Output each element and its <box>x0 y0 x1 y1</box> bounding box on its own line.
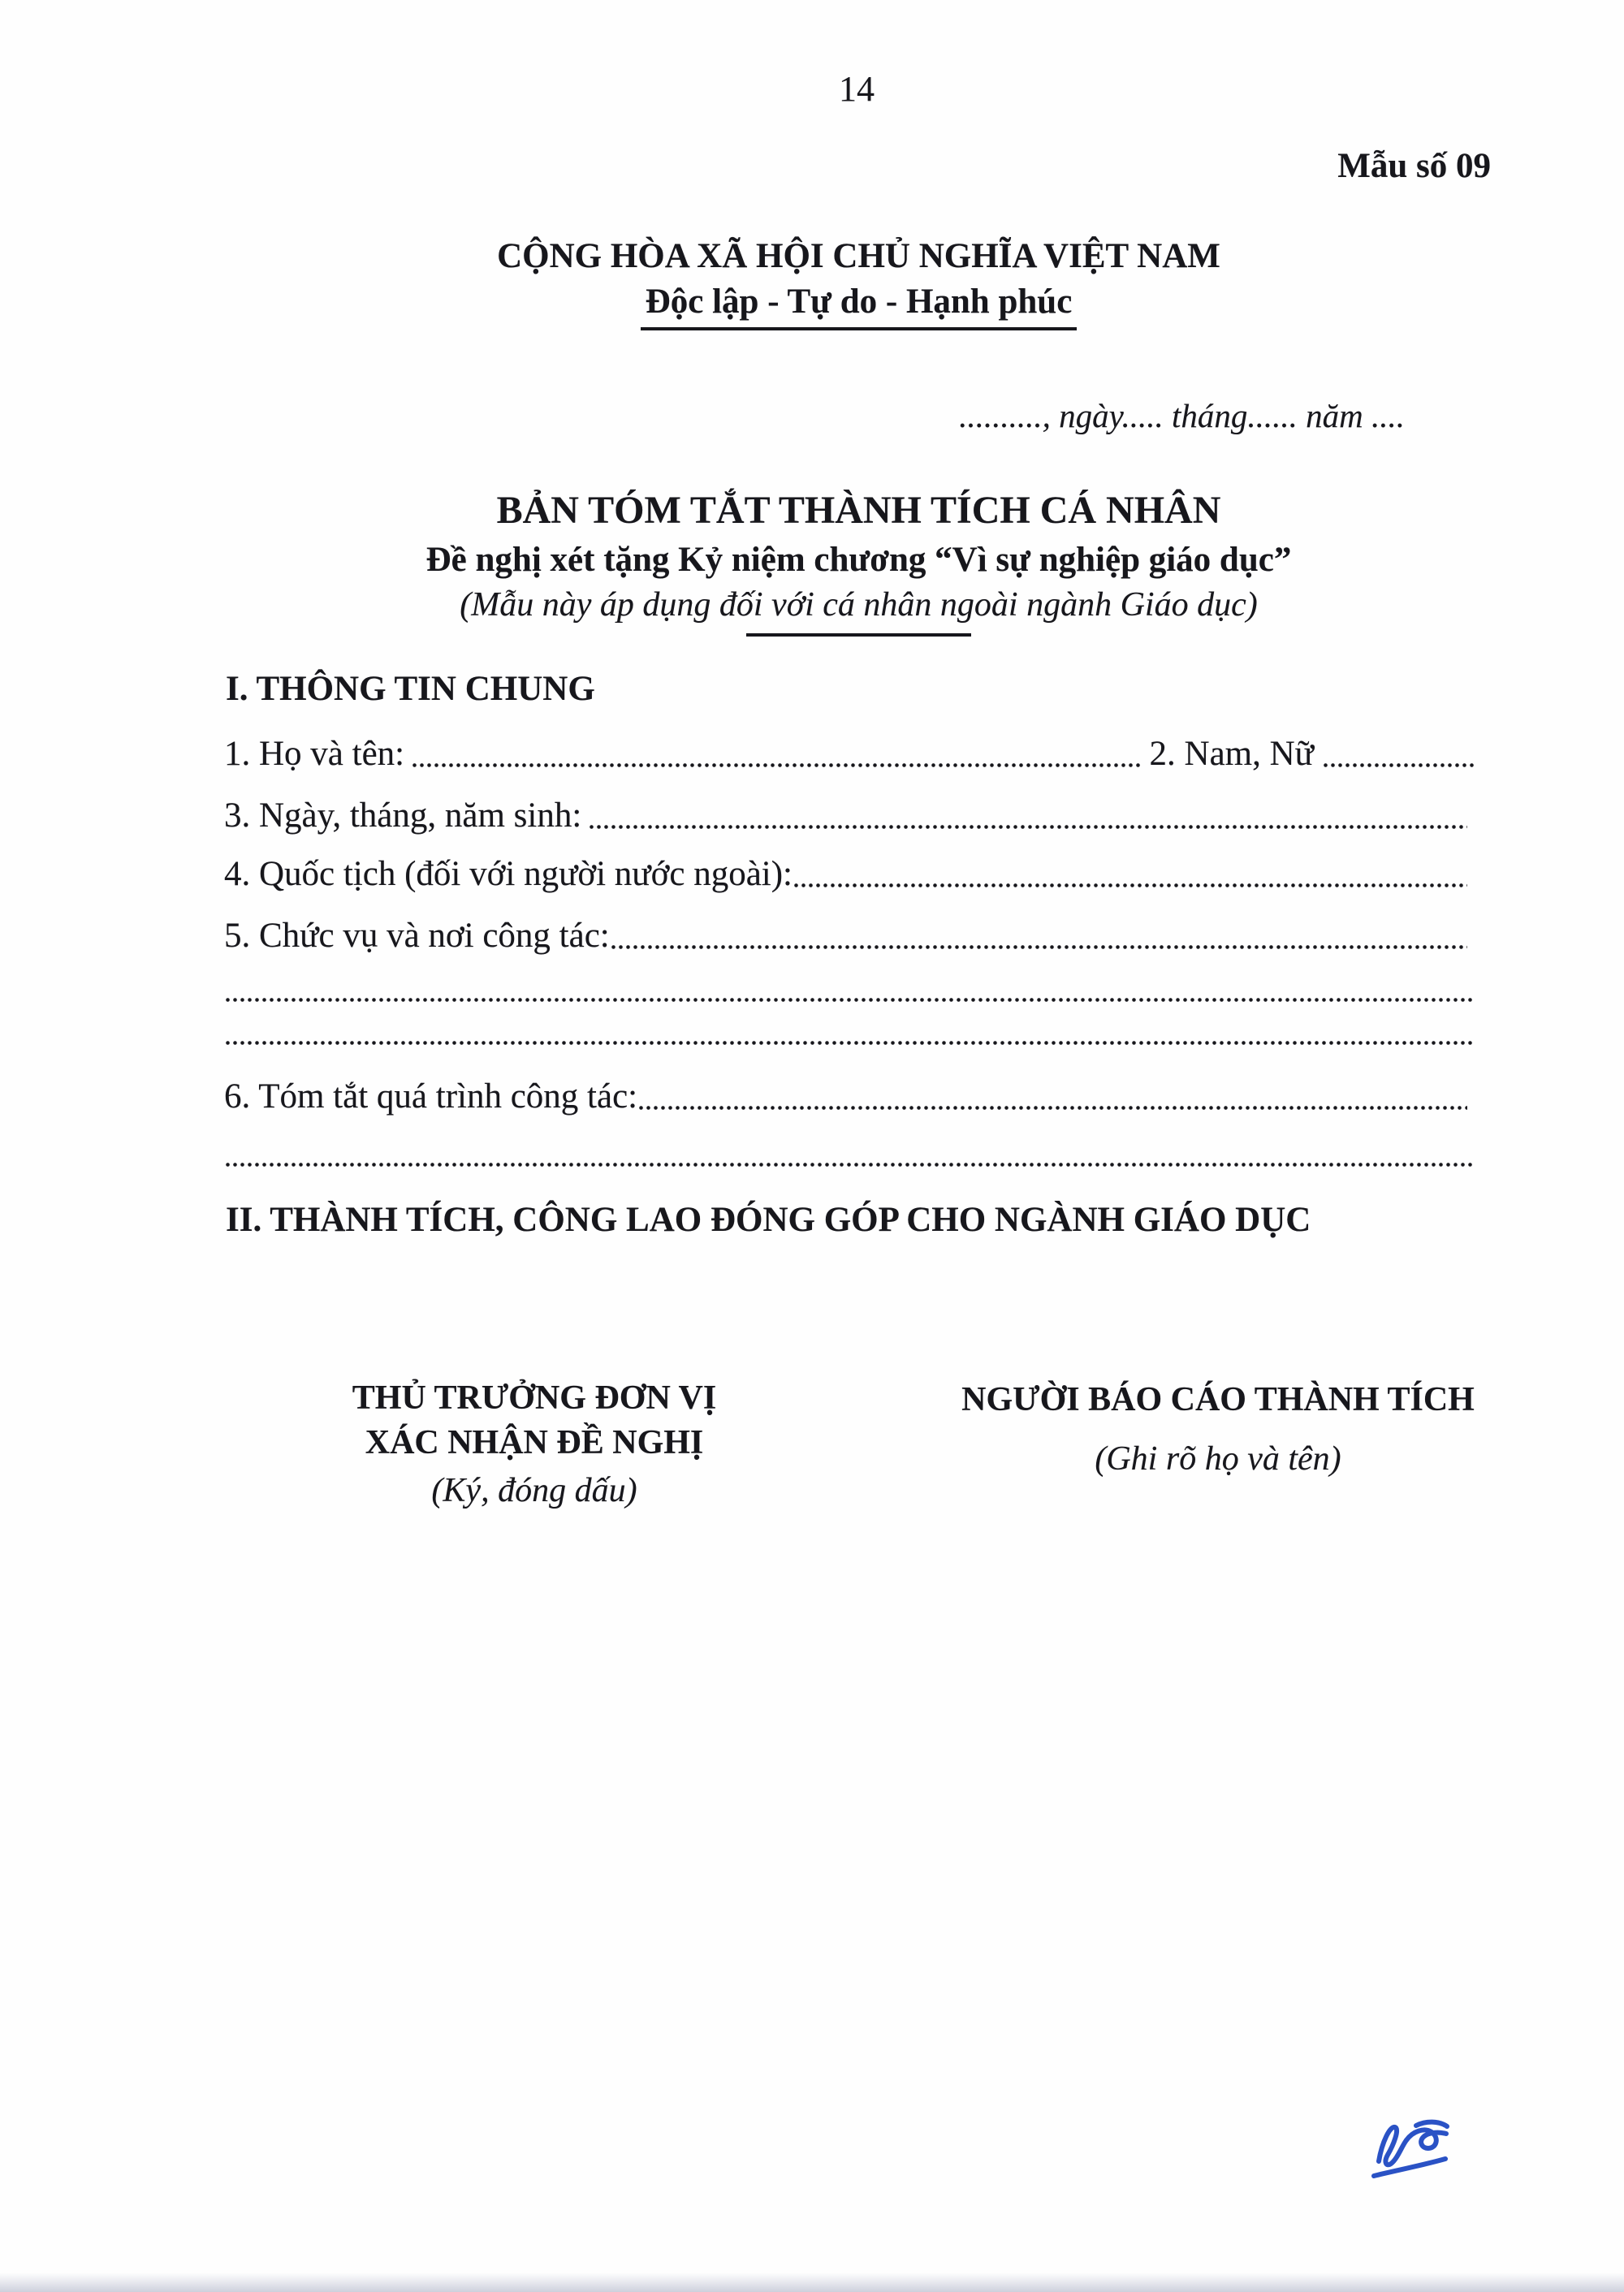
field-row-position <box>224 914 1474 956</box>
title-divider <box>746 633 971 637</box>
national-header <box>231 234 1486 330</box>
gender-label: 2. Nam, Nữ <box>1149 735 1314 773</box>
career-label: 6. Tóm tắt quá trình công tác: <box>224 1077 638 1116</box>
name-blank-field <box>412 763 1142 767</box>
field-row-career <box>224 1075 1474 1117</box>
scan-edge-shadow <box>0 2273 1624 2292</box>
name-label: 1. Họ và tên: <box>224 735 405 773</box>
reporter-sign-instruction: (Ghi rõ họ và tên) <box>1095 1440 1341 1478</box>
date-placeholder-line: .........., ngày..... tháng...... năm .... <box>959 397 1405 434</box>
form-applicability-note: (Mẫu này áp dụng đối với cá nhân ngoài ngành Giáo dục) <box>460 586 1258 624</box>
nationality-label: 4. Quốc tịch (đối với người nước ngoài): <box>224 855 793 893</box>
blank-dotted-line <box>226 1041 1474 1045</box>
dob-blank-field <box>590 825 1467 829</box>
page-number: 14 <box>839 69 875 109</box>
national-title: CỘNG HÒA XÃ HỘI CHỦ NGHĨA VIỆT NAM <box>497 237 1220 275</box>
field-row-name-gender <box>224 732 1474 775</box>
form-title: BẢN TÓM TẮT THÀNH TÍCH CÁ NHÂN <box>496 489 1221 532</box>
form-number-label: Mẫu số 09 <box>1337 147 1491 185</box>
dob-label: 3. Ngày, tháng, năm sinh: <box>224 796 582 835</box>
unit-head-title-line2: XÁC NHẬN ĐỀ NGHỊ <box>365 1424 704 1461</box>
national-motto: Độc lập - Tự do - Hạnh phúc <box>641 281 1078 330</box>
unit-head-title-line1: THỦ TRƯỞNG ĐƠN VỊ <box>352 1379 717 1417</box>
nationality-blank-field <box>794 883 1467 887</box>
position-blank-field <box>611 945 1467 949</box>
handwritten-initials-blue-ink <box>1366 2114 1455 2182</box>
section-1-heading: I. THÔNG TIN CHUNG <box>226 670 595 708</box>
blank-dotted-line <box>226 1163 1474 1167</box>
unit-head-sign-instruction: (Ký, đóng dấu) <box>431 1472 637 1509</box>
national-motto-wrap <box>231 281 1486 330</box>
field-row-dob <box>224 794 1474 836</box>
title-block <box>231 487 1486 637</box>
form-subtitle: Đề nghị xét tặng Kỷ niệm chương “Vì sự nghiệp giáo dục” <box>425 541 1292 579</box>
career-blank-field <box>639 1106 1467 1110</box>
field-row-nationality <box>224 852 1474 895</box>
blank-dotted-line <box>226 998 1474 1002</box>
reporter-title: NGƯỜI BÁO CÁO THÀNH TÍCH <box>961 1381 1475 1418</box>
position-label: 5. Chức vụ và nơi công tác: <box>224 917 610 955</box>
gender-blank-field <box>1324 763 1474 767</box>
signature-block-reporter <box>930 1378 1506 1479</box>
signature-block-unit-head <box>323 1376 745 1511</box>
section-2-heading: II. THÀNH TÍCH, CÔNG LAO ĐÓNG GÓP CHO NGÀNH GIÁO DỤC <box>226 1201 1311 1239</box>
